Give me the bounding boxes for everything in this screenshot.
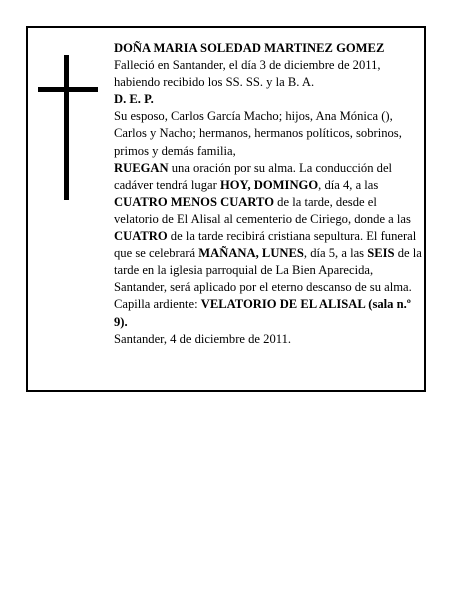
funeral-text-4: de la tarde recibirá cristiana sepultura. El funeral que se celebrará — [114, 229, 417, 261]
cross-icon — [38, 55, 98, 200]
cuatro: CUATRO — [114, 229, 168, 244]
date-line: Santander, 4 de diciembre de 2011. — [114, 331, 292, 346]
cross-vertical-bar — [64, 55, 69, 200]
notice-text — [114, 40, 424, 348]
funeral-text-1: una oración por su alma. La conducción del cadáver tendrá lugar — [114, 160, 393, 192]
velatorio-location: VELATORIO DE EL ALISAL (sala n.º 9). — [114, 297, 411, 329]
family-list: Su esposo, Carlos García Macho; hijos, Ana Mónica (), Carlos y Nacho; hermanos, hermanos políticos, sobrinos, primos y demás familia, — [114, 109, 402, 158]
hoy-domingo: HOY, DOMINGO — [219, 177, 319, 192]
seis: SEIS — [367, 246, 395, 261]
manana-lunes: MAÑANA, LUNES — [198, 246, 304, 261]
funeral-text-5: , día 5, a las — [303, 246, 368, 261]
funeral-text-2: , día 4, a las — [318, 177, 379, 192]
dep-label: D. E. P. — [114, 92, 154, 107]
cuatro-menos-cuarto: CUATRO MENOS CUARTO — [114, 194, 275, 209]
ruegan-word: RUEGAN — [114, 160, 169, 175]
funeral-text-6: de la tarde en la iglesia parroquial de La Bien Aparecida, Santander, será aplicado por el eterno descanso de su alma. Capilla ardiente: — [114, 246, 422, 312]
funeral-text-3: de la tarde, desde el velatorio de El Alisal al cementerio de Ciriego, donde a las — [114, 194, 411, 226]
cross-horizontal-bar — [38, 87, 98, 92]
obituary-notice — [26, 26, 426, 392]
deceased-name: DOÑA MARIA SOLEDAD MARTINEZ GOMEZ — [114, 41, 385, 55]
funeral-details — [114, 160, 424, 331]
death-statement: Falleció en Santander, el día 3 de diciembre de 2011, habiendo recibido los SS. SS. y la B. A. — [114, 58, 381, 90]
